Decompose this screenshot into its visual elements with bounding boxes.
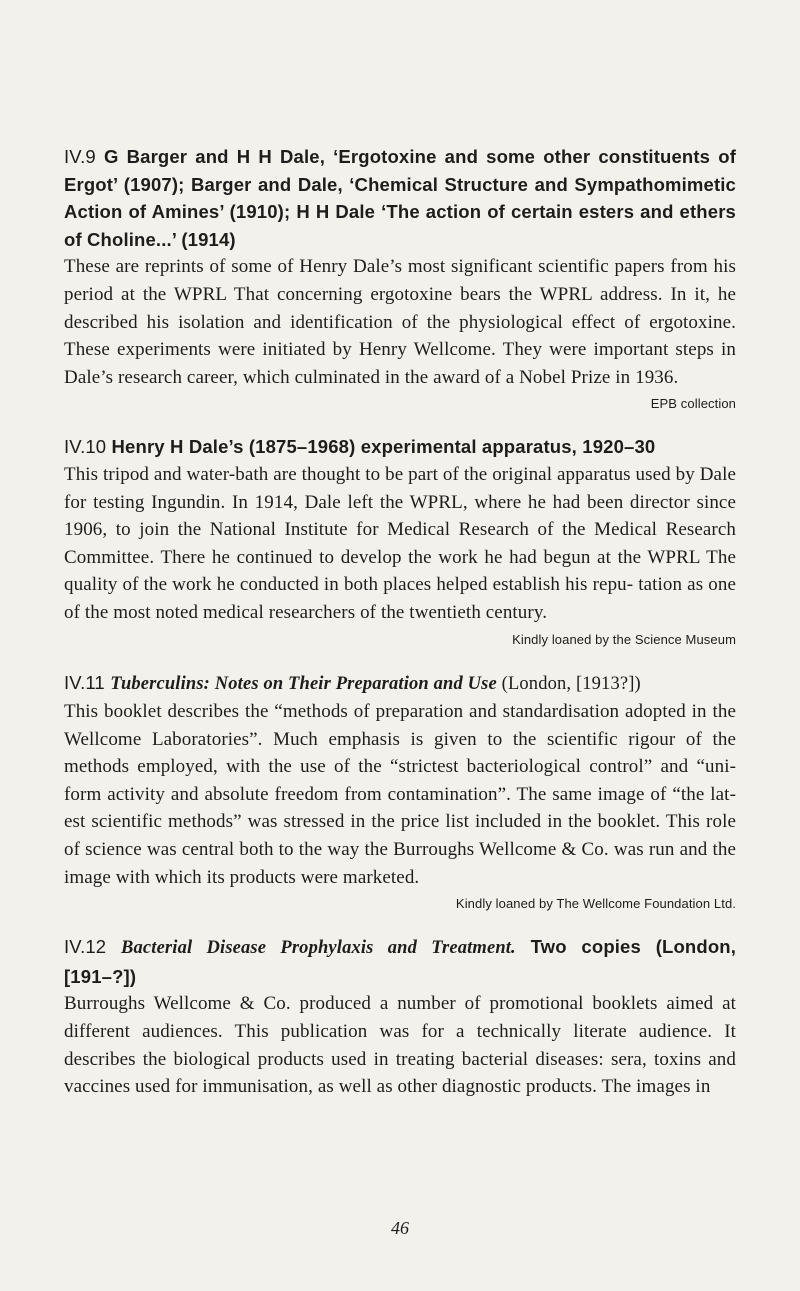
entry-title-rest: (London, [1913?])	[496, 673, 641, 694]
page-number: 46	[391, 1218, 409, 1238]
entry-description: These are reprints of some of Henry Dale’s most significant scientific papers from his period at the WPRL That concerning ergotoxine bears the WPRL address. In it, he described his isolation and identification of the physiological effect of ergotoxine. These experiments were initiated by Henry Wellcome. They were important steps in Dale’s research career, which culminated in the award of a Nobel Prize in 1936.	[64, 256, 736, 388]
entry-title-rest: Two copies (London, [191–?])	[64, 936, 737, 987]
entry-heading	[64, 669, 736, 699]
catalogue-entry-iv10	[64, 433, 736, 648]
entry-number: IV.10	[64, 436, 107, 458]
catalogue-entry-iv12	[64, 933, 736, 1101]
catalogue-entry-iv11	[64, 669, 736, 914]
entry-credit: Kindly loaned by The Wellcome Foundation Ltd.	[455, 896, 736, 912]
entry-title-italic: Bacterial Disease Prophylaxis and Treatment.	[121, 938, 516, 959]
entry-title: Henry H Dale’s (1875–1968) experimental apparatus, 1920–30	[111, 436, 656, 458]
entry-description: This tripod and water-bath are thought to be part of the original apparatus used by Dale for testing Ingundin. In 1914, Dale left the WPRL, where he had been director since 1906, to join the National Institute for Medical Research of the Medical Research Committee. There he continued to develop the work he had begun at the WPRL The quality of the work he conducted in both places helped establish his repu- tation as one of the most noted medical researchers of the twentieth century.	[64, 463, 736, 623]
entry-description: Burroughs Wellcome & Co. produced a number of promotional booklets aimed at different audiences. This publication was for a technically literate audience. It describes the biological products used in treating bacterial diseases: sera, toxins and vaccines used for immunisation, as well as other diagnostic products. The images in	[64, 993, 736, 1098]
entry-heading	[64, 143, 736, 253]
entry-title: G Barger and H H Dale, ‘Ergotoxine and some other constituents of Ergot’ (1907); Barger and Dale, ‘Chemical Structure and Sympathomimetic Action of Amines’ (1910); H H Dale ‘The action of certain esters and ethers of Choline...’ (1914)	[64, 146, 737, 250]
entry-credit: EPB collection	[650, 396, 736, 412]
entry-number: IV.11	[64, 671, 105, 693]
entry-description: This booklet describes the “methods of preparation and standardisation adopted in the Wellcome Laboratories”. Much emphasis is given to the scientific rigour of the methods employed, with the use of the “strictest bacteriological control” and “uni- form activity and absolute freedom from contamination”. The same image of “the lat- est scientific methods” was stressed in the price list included in the booklet. This role of science was central both to the way the Burroughs Wellcome & Co. was run and the image with which its products were marketed.	[64, 701, 736, 888]
entry-number: IV.12	[64, 936, 107, 958]
page-content	[64, 143, 736, 1101]
entry-credit: Kindly loaned by the Science Museum	[512, 631, 736, 647]
entry-title-italic: Tuberculins: Notes on Their Preparation and Use	[110, 673, 497, 694]
entry-heading	[64, 933, 736, 990]
catalogue-entry-iv9	[64, 143, 736, 413]
entry-number: IV.9	[64, 146, 96, 167]
entry-heading	[64, 433, 736, 461]
